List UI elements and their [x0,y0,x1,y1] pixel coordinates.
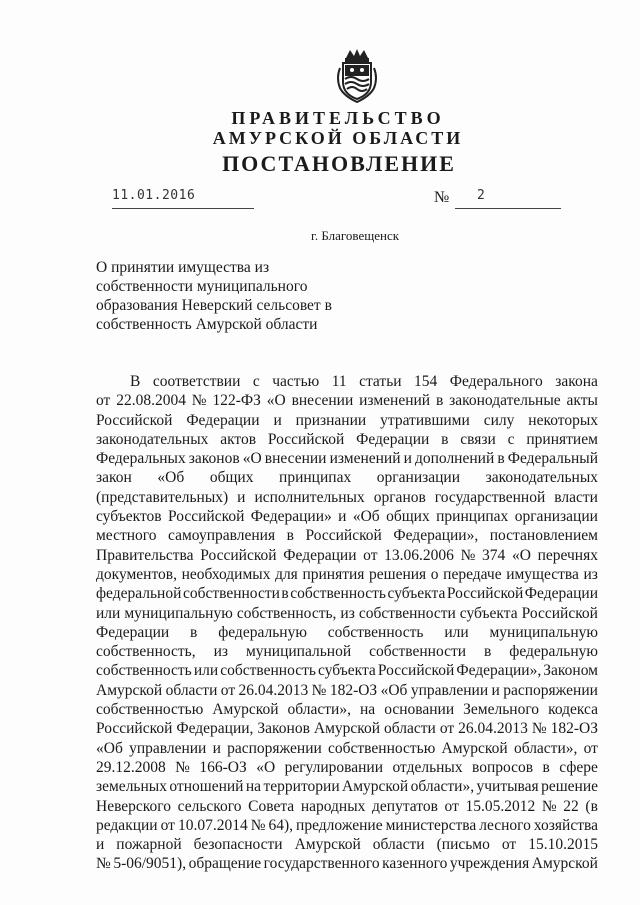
body-word: 13.06.2006 [384,546,454,564]
body-word: федеральную [509,643,598,661]
body-word: «О [256,758,276,776]
body-word: законодательных [96,430,209,448]
body-word: о [430,565,439,583]
body-word: Федерации, [176,720,254,738]
body-word: в [497,450,505,468]
body-word: принятия [302,565,365,583]
body-word: в [435,392,444,410]
document-body [96,372,598,874]
body-word: Неверского [96,797,172,815]
body-word: федеральную [218,623,307,641]
body-word: распоряжении [227,739,322,757]
body-word: дополнений [414,450,495,468]
body-word: собственности [182,585,280,603]
body-word: акты [566,392,598,410]
body-word: учреждения [449,855,530,873]
body-word: актов [220,430,257,448]
body-line [96,797,598,816]
body-word: Амурской [294,836,361,854]
body-line [96,700,598,719]
body-word: признании [295,411,367,429]
body-word: Федерации [186,411,260,429]
body-word: на [359,701,376,719]
body-word: из [213,643,228,661]
body-word: вопросов [472,758,534,776]
body-line [96,642,598,661]
body-word: Российской [377,662,455,680]
body-word: от [160,816,175,834]
body-word: в [190,623,198,641]
body-word: собственностью [96,701,204,719]
body-word: от [363,546,378,564]
body-word: депутатов [372,797,438,815]
body-word: государственной [434,488,546,506]
body-word: Амурской [441,739,508,757]
body-line [96,584,598,603]
body-word: муниципальную [489,623,598,641]
body-word: Федерации [524,585,598,603]
body-word: кодекса [548,701,598,719]
body-word: власти [554,488,598,506]
body-word: в [286,527,294,545]
body-word: частью [272,373,320,390]
body-word: принципах [436,508,509,526]
body-word: государственного [263,855,380,873]
body-word: законодательные [449,392,561,410]
body-word: в [441,430,449,448]
body-word: Законом [543,662,598,680]
body-word: области [372,836,425,854]
body-word: № [460,546,476,564]
body-word: собственность, [96,643,196,661]
body-word: 182-ОЗ [329,681,378,699]
body-word: принятием [526,430,598,448]
body-word: 22.08.2004 [116,392,186,410]
body-word: или [193,662,219,680]
body-word: 26.04.2013 [238,681,309,699]
body-word: собственностью [328,739,436,757]
body-word: соответствии [152,373,241,390]
body-word: внесении [264,450,327,468]
body-word: предложение [296,816,383,834]
body-word: области», [410,778,475,796]
body-line [96,488,598,507]
body-word: № [96,855,111,873]
body-word: № [311,681,327,699]
body-line [96,758,598,777]
body-word: муниципальную [124,604,233,622]
body-word: организации [376,469,461,487]
body-word: самоуправления [168,527,276,545]
body-word: 11 [331,373,347,390]
body-word: Федерации [356,430,430,448]
body-word: и [403,450,412,468]
body-word: собственности [358,604,456,622]
body-word: 182-ОЗ [550,720,598,738]
date-field [112,188,254,209]
body-line [96,430,598,449]
body-word: с [252,373,260,390]
subject-line: образования Неверский сельсовет в [96,297,332,314]
body-word: 154 [414,373,438,390]
body-word: в [484,643,492,661]
body-word: местного [96,527,157,545]
body-word: общих [386,508,430,526]
body-word: хозяйства [533,816,598,834]
body-word: Российской [305,527,382,545]
body-word: Амурской [212,701,279,719]
body-line [96,507,598,526]
body-word: на [245,778,262,796]
body-word: от [220,681,236,699]
subject-line: собственности муниципального [96,278,308,295]
body-word: в [281,585,289,603]
body-word: собственности [369,643,467,661]
body-word: области», [287,701,351,719]
body-word: распоряжении [503,681,598,699]
body-word: области», [513,739,578,757]
body-word: отношений [169,778,244,796]
body-word: сельского [177,797,242,815]
body-line [96,449,598,468]
body-word: Российской [168,508,245,526]
body-word: Российской [521,604,598,622]
body-word: Федерации» [250,508,332,526]
body-word: 10.07.2014 [177,816,248,834]
body-word: с [507,430,515,448]
body-word: 15.05.2012 [465,797,536,815]
body-word: регулировании [284,758,384,776]
body-word: области [384,720,436,738]
body-word: народных [300,797,366,815]
body-word: «О [266,392,286,410]
body-word: Амурской [96,681,163,699]
body-word: собственность [290,585,387,603]
document-number: 2 [477,188,485,203]
body-word: Федерации», [456,662,542,680]
body-word: постановлением [489,527,598,545]
body-word: учитывая [476,778,539,796]
body-word: (в [585,797,598,815]
body-word: 29.12.2008 [96,758,166,776]
body-word: статьи [359,373,402,390]
body-word: Правительства [96,546,194,564]
body-word: Амурской [531,855,598,873]
body-word: Федеральный [507,450,598,468]
body-word: безопасности [193,836,283,854]
body-word: Амурской [342,778,409,796]
body-word: законодательных [485,469,598,487]
body-word: 166-ОЗ [199,758,247,776]
coat-of-arms-icon [334,48,380,104]
body-word: (письмо [436,836,490,854]
body-word: и [273,411,282,429]
body-word: лесного [479,816,531,834]
body-word: Совета [248,797,295,815]
body-word: обращение [188,855,262,873]
body-word: основании [384,701,455,719]
body-word: 15.10.2015 [528,836,598,854]
body-line [96,372,598,391]
body-word: муниципальной [245,643,352,661]
body-word: Федерации [283,546,357,564]
body-word: субъекта [387,585,446,603]
number-label: № [434,189,450,206]
body-line [96,816,598,835]
body-word: Федерального [449,373,543,390]
body-word: управлении [129,739,207,757]
body-word: собственность [327,623,424,641]
body-word: для [275,565,298,583]
body-line [96,546,598,565]
body-word: и [491,681,500,699]
body-word: органов [373,488,426,506]
body-word: 122-ФЗ [212,392,261,410]
body-word: принципах [279,469,352,487]
org-title-line1: ПРАВИТЕЛЬСТВО [231,108,445,128]
body-word: исполнительных [254,488,365,506]
document-date: 11.01.2016 [112,188,196,203]
body-word: Законов [257,720,310,738]
body-word: сфере [559,758,598,776]
body-word: решение [541,778,598,796]
body-word: «Об [352,508,380,526]
body-word: перечнях [537,546,598,564]
body-line [96,854,598,873]
body-line [96,623,598,642]
body-word: № [531,720,547,738]
body-word: имущества [506,565,579,583]
body-line [96,835,598,854]
document-type: ПОСТАНОВЛЕНИЕ [222,151,456,176]
body-word: субъектов [96,508,162,526]
body-word: силу [483,411,515,429]
body-word: управлении [410,681,489,699]
body-word: Амурской [313,720,381,738]
body-word: 22 [563,797,579,815]
body-word: от [583,739,598,757]
body-word: субъекта [459,604,518,622]
body-word: и [237,488,246,506]
body-word: решения [369,565,427,583]
body-word: территории [263,778,340,796]
body-word: утратившими [380,411,470,429]
body-word: от [501,836,517,854]
body-word: Российской [96,720,173,738]
body-word: или [96,604,121,622]
body-word: отдельных [392,758,463,776]
body-word: или [444,623,469,641]
body-word: и [338,508,347,526]
body-word: казенного [382,855,448,873]
number-field [455,188,561,209]
body-word: Федерации», [393,527,479,545]
body-word: редакции [96,816,158,834]
body-word: изменений [359,392,431,410]
body-word: пожарной [116,836,182,854]
body-word: «Об [96,739,123,757]
body-line [96,411,598,430]
city-name: г. Благовещенск [310,228,400,243]
body-word: от [439,720,455,738]
body-line [96,777,598,796]
body-word: организации [514,508,598,526]
body-word: в [542,758,550,776]
body-word: 64), [268,816,294,834]
body-word: «Об [380,681,408,699]
body-word: федеральной [96,585,182,603]
body-word: № [191,392,207,410]
body-word: собственность [220,662,316,680]
body-word: субъекта [318,662,376,680]
body-word: «О [511,546,531,564]
body-word: из [583,565,598,583]
body-word: Российской [200,546,277,564]
body-word: связи [460,430,496,448]
body-word: закона [555,373,598,390]
body-line [96,661,598,680]
org-title-line2: АМУРСКОЙ ОБЛАСТИ [212,128,464,148]
body-word: «О [242,450,262,468]
body-word: министерства [385,816,477,834]
body-word: Федеральных [96,450,186,468]
subject-line: собственность Амурской области [96,316,318,333]
body-word: № [541,797,557,815]
body-line [96,604,598,623]
body-line [96,468,598,487]
body-line [96,391,598,410]
document-subject [96,258,332,334]
subject-line: О принятии имущества из [96,259,270,276]
body-word: законов [188,450,240,468]
body-word: собственность, [236,604,337,622]
body-word: внесении [291,392,354,410]
body-word: некоторых [528,411,598,429]
body-word: земельных [96,778,167,796]
body-word: из [340,604,355,622]
body-word: документов, [96,565,177,583]
body-word: изменений [329,450,401,468]
body-word: и [96,836,105,854]
body-word: «Об [157,469,185,487]
body-word: передаче [443,565,502,583]
body-word: 5-06/9051), [113,855,187,873]
body-word: № [250,816,266,834]
body-word: Российской [446,585,524,603]
body-word: Земельного [463,701,540,719]
body-word: необходимых [181,565,271,583]
body-word: собственность [96,662,192,680]
body-word: общих [209,469,254,487]
body-word: В [130,373,141,390]
body-line [96,719,598,738]
body-word: Российской [96,411,173,429]
body-word: и [212,739,221,757]
body-line [96,739,598,758]
body-line [96,526,598,545]
body-word: (представительных) [96,488,229,506]
body-line [96,565,598,584]
body-word: 26.04.2013 [458,720,528,738]
body-word: № [175,758,190,776]
body-line [96,681,598,700]
body-word: 374 [482,546,506,564]
body-word: закон [96,469,132,487]
body-word: от [96,392,111,410]
body-word: области [165,681,218,699]
body-word: Российской [267,430,345,448]
body-word: Федерации [96,623,170,641]
body-word: от [444,797,459,815]
